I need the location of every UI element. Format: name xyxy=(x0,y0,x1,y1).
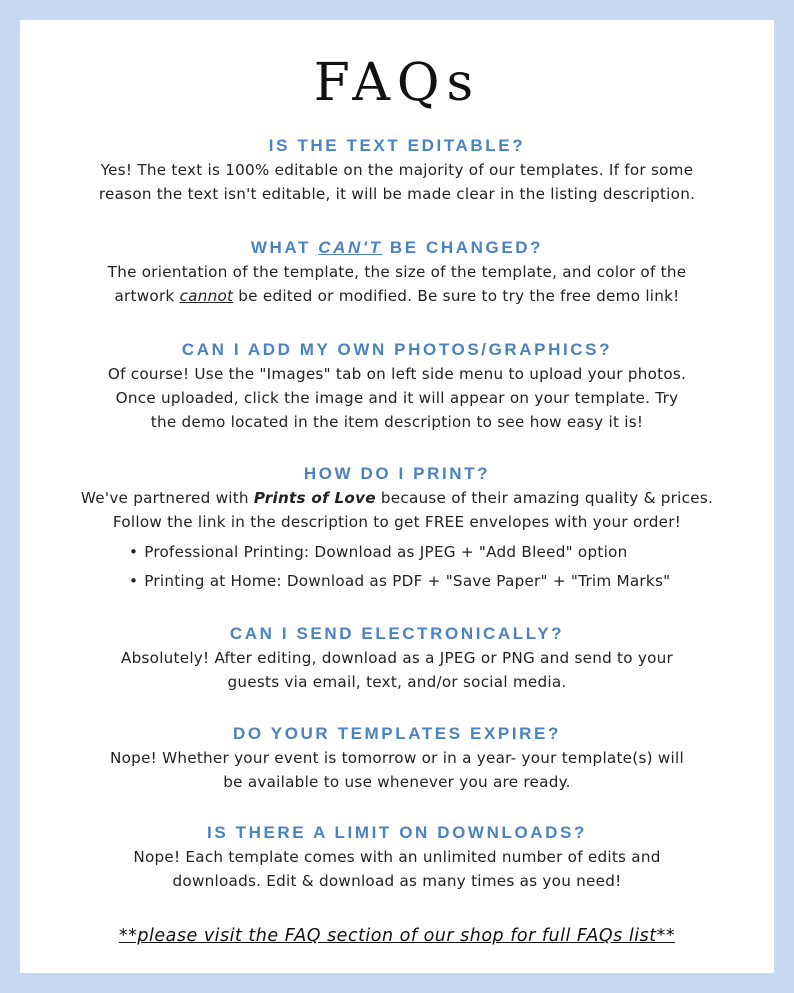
page-title: FAQs xyxy=(313,53,481,113)
bullet-icon: • xyxy=(129,572,139,590)
answer-line xyxy=(20,486,774,510)
answer-line: be available to use whenever you are ready. xyxy=(223,773,571,791)
faq-question: CAN I ADD MY OWN PHOTOS/GRAPHICS? xyxy=(181,340,613,359)
faq-answer xyxy=(20,845,774,893)
list-item xyxy=(20,567,774,596)
faq-question: IS THE TEXT EDITABLE? xyxy=(268,136,526,155)
answer-line: Follow the link in the description to get FREE envelopes with your order! xyxy=(112,513,682,531)
answer-line: Nope! Whether your event is tomorrow or in a year- your template(s) will xyxy=(110,749,684,767)
question-part: WHAT xyxy=(250,238,319,257)
answer-line: The orientation of the template, the size of the template, and color of the xyxy=(107,263,687,281)
faq-question: IS THERE A LIMIT ON DOWNLOADS? xyxy=(207,823,587,842)
answer-part: artwork xyxy=(114,287,180,305)
answer-line: downloads. Edit & download as many times as you need! xyxy=(172,872,622,890)
answer-line: Yes! The text is 100% editable on the majority of our templates. If for some xyxy=(100,161,694,179)
faq-item-text-editable xyxy=(20,134,774,206)
answer-line: reason the text isn't editable, it will be made clear in the listing description. xyxy=(98,185,696,203)
faq-question: DO YOUR TEMPLATES EXPIRE? xyxy=(233,724,561,743)
faq-answer xyxy=(20,158,774,206)
bullet-text: Printing at Home: Download as PDF + "Save Paper" + "Trim Marks" xyxy=(144,572,671,590)
footer-note xyxy=(20,926,774,946)
answer-line: Of course! Use the "Images" tab on left side menu to upload your photos. xyxy=(107,365,687,383)
list-item xyxy=(20,538,774,567)
answer-part: be edited or modified. Be sure to try the free demo link! xyxy=(233,287,680,305)
question-part: BE CHANGED? xyxy=(382,238,544,257)
faq-item-cant-change xyxy=(20,236,774,308)
bullet-text: Professional Printing: Download as JPEG + "Add Bleed" option xyxy=(144,543,628,561)
footer-text: **please visit the FAQ section of our shop for full FAQs list** xyxy=(118,926,676,946)
answer-line: the demo located in the item description to see how easy it is! xyxy=(150,413,644,431)
faq-question: CAN I SEND ELECTRONICALLY? xyxy=(229,624,565,643)
answer-emphasis: cannot xyxy=(179,287,234,305)
faq-answer xyxy=(20,646,774,694)
faq-answer xyxy=(20,486,774,534)
faq-card xyxy=(20,20,774,973)
print-options-list xyxy=(20,538,774,596)
faq-answer xyxy=(20,260,774,308)
faq-item-download-limit xyxy=(20,821,774,893)
faq-answer xyxy=(20,362,774,434)
faq-item-print xyxy=(20,462,774,596)
faq-item-send-electronically xyxy=(20,622,774,694)
faq-question xyxy=(20,236,774,260)
prints-of-love-name: Prints of Love xyxy=(253,489,376,507)
faq-item-templates-expire xyxy=(20,722,774,794)
answer-line: guests via email, text, and/or social media. xyxy=(227,673,567,691)
faq-answer xyxy=(20,746,774,794)
answer-part: because of their amazing quality & prices. xyxy=(375,489,714,507)
faq-question: HOW DO I PRINT? xyxy=(303,464,491,483)
bullet-icon: • xyxy=(129,543,139,561)
question-emphasis: CAN'T xyxy=(318,238,383,257)
answer-line xyxy=(20,284,774,308)
answer-line: Once uploaded, click the image and it will appear on your template. Try xyxy=(115,389,679,407)
answer-line: Absolutely! After editing, download as a JPEG or PNG and send to your xyxy=(120,649,674,667)
faq-item-add-photos xyxy=(20,338,774,434)
answer-line: Nope! Each template comes with an unlimited number of edits and xyxy=(133,848,661,866)
answer-part: We've partnered with xyxy=(80,489,254,507)
